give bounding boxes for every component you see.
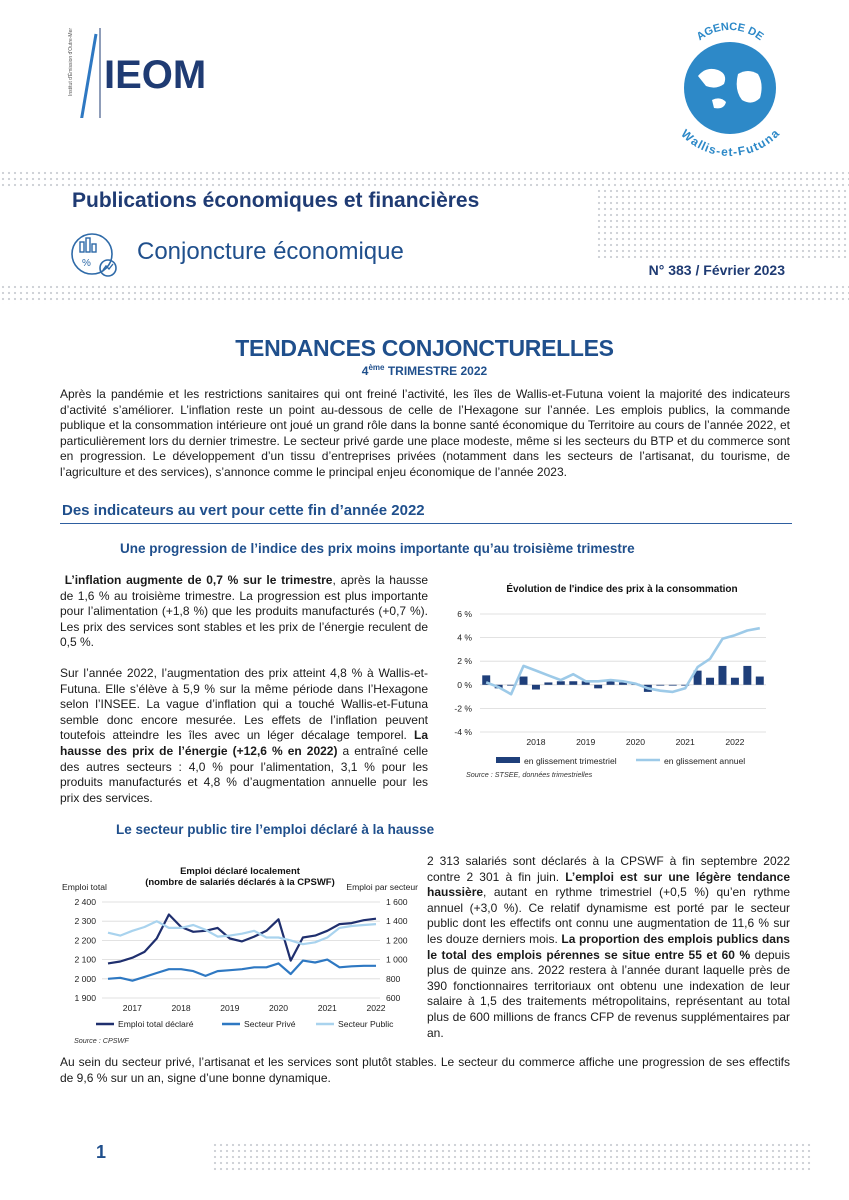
cpi-bar (706, 678, 714, 685)
cpi-y-tick: 6 % (457, 609, 472, 619)
cpi-chart (446, 584, 792, 784)
cpi-bar (756, 677, 764, 685)
cpi-x-tick: 2021 (675, 737, 695, 747)
employment-y-tick-right: 1 600 (386, 897, 408, 907)
dotted-band-footer (212, 1142, 812, 1172)
cpi-chart-title: Évolution de l'indice des prix à la consommation (506, 584, 738, 595)
ieom-logo-sub: Institut d'Émission d'Outre-Mer (68, 28, 74, 96)
section-divider (60, 523, 792, 524)
cpi-x-tick: 2018 (526, 737, 546, 747)
cpi-bar (544, 682, 552, 684)
prices-paragraph-2: Sur l’année 2022, l’augmentation des prix atteint 4,8 % à Wallis-et-Futuna. Elle s’élève à 5,9 % sur la même période dans l’Hexagone selon l’INSEE. La vague d’inflation qui a touché Wallis-et-Futuna semble donc encore mesurée. Les effets de l’inflation peuvent toutefois atteindre les îles avec un léger décalage temporel. La hausse des prix de l’énergie (+12,6 % en 2022) a entraîné celle des autres secteurs : 4,0 % pour l’alimentation, 3,1 % pour les produits manufacturés et 4,8 % d’augmentation annuelle pour les prix des services. (60, 665, 429, 805)
employment-y-tick-left: 2 000 (74, 973, 96, 984)
employment-y-tick-left: 2 100 (74, 954, 96, 965)
dotted-band-top (0, 170, 849, 188)
ieom-logo-text: IEOM (104, 53, 207, 97)
article-title: TENDANCES CONJONCTURELLES (235, 335, 614, 361)
employment-paragraph: 2 313 salariés sont déclarés à la CPSWF à fin septembre 2022 contre 2 301 à fin juin. L’emploi est sur une légère tendance haussière, autant en rythme trimestriel (+0,5 %) qu’en rythme annuel (+3,0 %). Ce relatif dynamisme est porté par le secteur public dont les effectifs ont connu une augmentation de 11,6 % sur les douze derniers mois. La proportion des emplois publics dans le total des emplois pérennes se situe entre 55 et 60 % depuis plus de quinze ans. 2022 restera à l’année durant laquelle près de 390 fonctionnaires territoriaux ont obtenu une indexation de leur salaire à 1,5 des traitements métropolitains, représentant au total plus de 600 millions de francs CFP de revenus supplémentaires par an. (427, 854, 791, 1040)
article-subtitle: 4ème TRIMESTRE 2022 (361, 363, 488, 378)
cpi-x-tick: 2019 (576, 737, 596, 747)
employment-x-tick: 2018 (171, 1003, 191, 1013)
cpi-bar (594, 685, 602, 689)
cpi-bar (731, 678, 739, 685)
agency-logo-top: AGENCE DE (694, 20, 766, 44)
section-heading: Des indicateurs au vert pour cette fin d’année 2022 (62, 502, 425, 519)
cpi-y-tick: 2 % (457, 656, 472, 667)
issue-number: N° 383 / Février 2023 (648, 262, 785, 278)
ieom-logo (60, 28, 220, 118)
final-paragraph: Au sein du secteur privé, l’artisanat et les services sont plutôt stables. Le secteur du commerce affiche une progression de ses effectifs de 9,6 % sur un an, signe d’une bonne dynamique. (60, 1055, 790, 1085)
prices-paragraph-1: L’inflation augmente de 0,7 % sur le trimestre, après la hausse de 1,6 % au troisième trimestre. La progression est plus importante pour l’alimentation (+1,8 %) que les produits manufacturés (+0,7 %). Les prix des services sont stables et les prix de l’énergie reculent de 0,5 %. (60, 573, 428, 650)
cpi-bar (557, 681, 565, 685)
employment-line (108, 960, 376, 981)
employment-chart-source: Source : CPSWF (74, 1036, 129, 1045)
employment-y-tick-left: 2 300 (74, 916, 96, 927)
agency-logo-bottom: Wallis-et-Futuna (678, 126, 782, 160)
employment-y-tick-right: 1 200 (386, 935, 408, 946)
employment-legend-label: Secteur Privé (244, 1019, 296, 1029)
employment-x-tick: 2021 (317, 1003, 337, 1013)
employment-y-tick-right: 600 (386, 993, 401, 1003)
employment-chart-title-1: Emploi déclaré localement (180, 866, 300, 877)
cpi-y-tick: -2 % (454, 703, 472, 714)
cpi-x-tick: 2022 (725, 737, 745, 747)
employment-x-tick: 2022 (366, 1003, 386, 1013)
employment-chart-plot (62, 880, 418, 1040)
cpi-chart-plot (446, 602, 792, 774)
employment-text (427, 854, 790, 1041)
cpi-y-tick: 0 % (457, 679, 472, 690)
employment-x-tick: 2020 (268, 1003, 289, 1013)
dotted-band-right (596, 188, 849, 258)
employment-heading: Le secteur public tire l’emploi déclaré à la hausse (116, 822, 435, 837)
economy-chart-icon (68, 228, 120, 280)
employment-legend-label: Emploi total déclaré (118, 1019, 194, 1029)
section-title: Conjoncture économique (137, 238, 404, 265)
cpi-bar (656, 685, 664, 686)
dotted-band-bottom (0, 284, 849, 304)
cpi-bar (743, 666, 751, 685)
employment-y-label-right: Emploi par secteur (346, 882, 418, 892)
prices-heading: Une progression de l’indice des prix moins importante qu’au troisième trimestre (120, 541, 635, 556)
cpi-bar (520, 677, 528, 685)
agency-logo (668, 18, 792, 166)
employment-chart-title-2: (nombre de salariés déclarés à la CPSWF) (145, 877, 335, 888)
employment-y-tick-right: 800 (386, 973, 401, 984)
publication-title: Publications économiques et financières (72, 189, 480, 212)
employment-y-tick-right: 1 000 (386, 954, 408, 965)
cpi-chart-source: Source : STSEE, données trimestrielles (466, 770, 593, 779)
employment-y-tick-left: 2 400 (74, 897, 96, 907)
svg-text:%: % (82, 258, 91, 269)
cpi-legend-quarterly: en glissement trimestriel (524, 756, 617, 766)
employment-y-tick-right: 1 400 (386, 916, 408, 927)
cpi-bar (532, 685, 540, 690)
cpi-bar (718, 666, 726, 685)
page-number: 1 (96, 1142, 107, 1162)
cpi-legend-swatch-quarterly (496, 757, 520, 763)
cpi-x-tick: 2020 (625, 737, 645, 747)
cpi-y-tick: 4 % (457, 632, 472, 643)
employment-y-tick-left: 2 200 (74, 935, 96, 946)
employment-legend-label: Secteur Public (338, 1019, 394, 1029)
intro-paragraph: Après la pandémie et les restrictions sanitaires qui ont freiné l’activité, les îles de Wallis-et-Futuna voient la majorité des indicateurs d’activité s’améliorer. L’inflation reste un point au-dessous de celle de l’Hexagone sur l’année. Les emplois publics, la commande publique et la consommation intérieure ont joué un grand rôle dans la bonne santé économique du Territoire au cours de l’année 2022, et particulièrement lors du dernier trimestre. Le secteur privé garde une place modeste, même si les secteurs du BTP et du commerce sont en progression. Le développement d’un tissu d’entreprises privées (notamment dans les secteurs de l’artisanat, du tourisme, de l’agriculture et des services), s’annonce comme le principal enjeu économique de l’année 2023. (60, 387, 790, 479)
employment-y-tick-left: 1 900 (74, 993, 96, 1003)
prices-text (60, 573, 428, 806)
cpi-bar (569, 681, 577, 685)
cpi-y-tick: -4 % (454, 727, 472, 737)
cpi-bar (607, 681, 615, 685)
cpi-legend-annual: en glissement annuel (664, 756, 746, 766)
employment-x-tick: 2017 (122, 1003, 142, 1013)
cpi-bar (669, 685, 677, 686)
employment-chart (62, 866, 418, 1048)
svg-text:AGENCE DE (695, 21, 766, 43)
employment-line (108, 915, 376, 964)
employment-y-label-left: Emploi total (62, 882, 107, 892)
employment-x-tick: 2019 (220, 1003, 240, 1013)
